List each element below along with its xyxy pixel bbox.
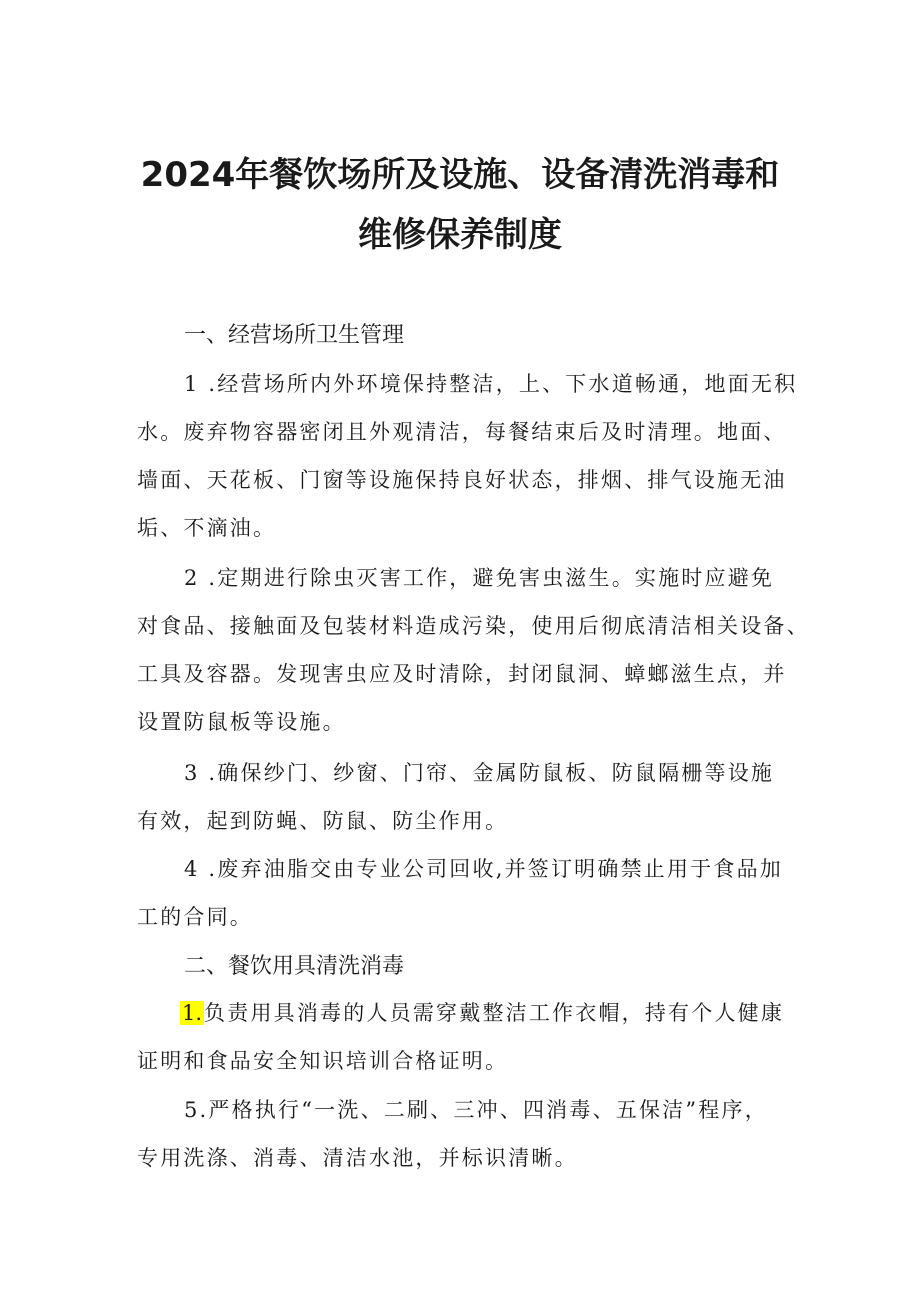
section-1-p1-line-1: 1 .经营场所内外环境保持整洁，上、下水道畅通，地面无积 [184, 372, 798, 396]
section-1-p2-line-2: 对食品、接触面及包装材料造成污染，使用后彻底清洁相关设备、 [137, 614, 810, 638]
section-1-p3-line-1: 3 .确保纱门、纱窗、门帘、金属防鼠板、防鼠隔栅等设施 [184, 761, 775, 785]
section-2-p1-line-2: 证明和食品安全知识培训合格证明。 [137, 1049, 509, 1073]
document-title-line-2: 维修保养制度 [358, 215, 562, 255]
section-1-p1-line-2: 水。废弃物容器密闭且外观清洁，每餐结束后及时清理。地面、 [137, 420, 787, 444]
section-2-p5-line-1: 5.严格执行“一洗、二刷、三冲、四消毒、五保洁”程序， [184, 1098, 768, 1122]
section-1-p4-line-2: 工的合同。 [137, 905, 253, 929]
section-1-p1-line-3: 墙面、天花板、门窗等设施保持良好状态，排烟、排气设施无油 [137, 468, 787, 492]
section-1-p2-line-3: 工具及容器。发现害虫应及时清除，封闭鼠洞、蟑螂滋生点，并 [137, 662, 787, 686]
section-1-p2-line-1: 2 .定期进行除虫灭害工作，避免害虫滋生。实施时应避免 [184, 566, 775, 590]
section-2-p1-line-1 [180, 998, 784, 1028]
section-2-heading: 二、餐饮用具清洗消毒 [184, 954, 405, 979]
section-2-p1-line-1-text: 负责用具消毒的人员需穿戴整洁工作衣帽，持有个人健康 [204, 1001, 785, 1025]
section-2-p5-line-2: 专用洗涤、消毒、清洁水池，并标识清晰。 [137, 1146, 578, 1170]
highlighted-marker: 1. [182, 1001, 203, 1025]
section-1-heading: 一、经营场所卫生管理 [184, 323, 405, 348]
section-1-p3-line-2: 有效，起到防蝇、防鼠、防尘作用。 [137, 809, 509, 833]
document-title-line-1: 2024年餐饮场所及设施、设备清洗消毒和 [140, 155, 780, 195]
section-1-p2-line-4: 设置防鼠板等设施。 [137, 710, 346, 734]
section-1-p1-line-4: 垢、不滴油。 [137, 516, 277, 540]
section-1-p4-line-1: 4 .废弃油脂交由专业公司回收,并签订明确禁止用于食品加 [184, 857, 783, 881]
